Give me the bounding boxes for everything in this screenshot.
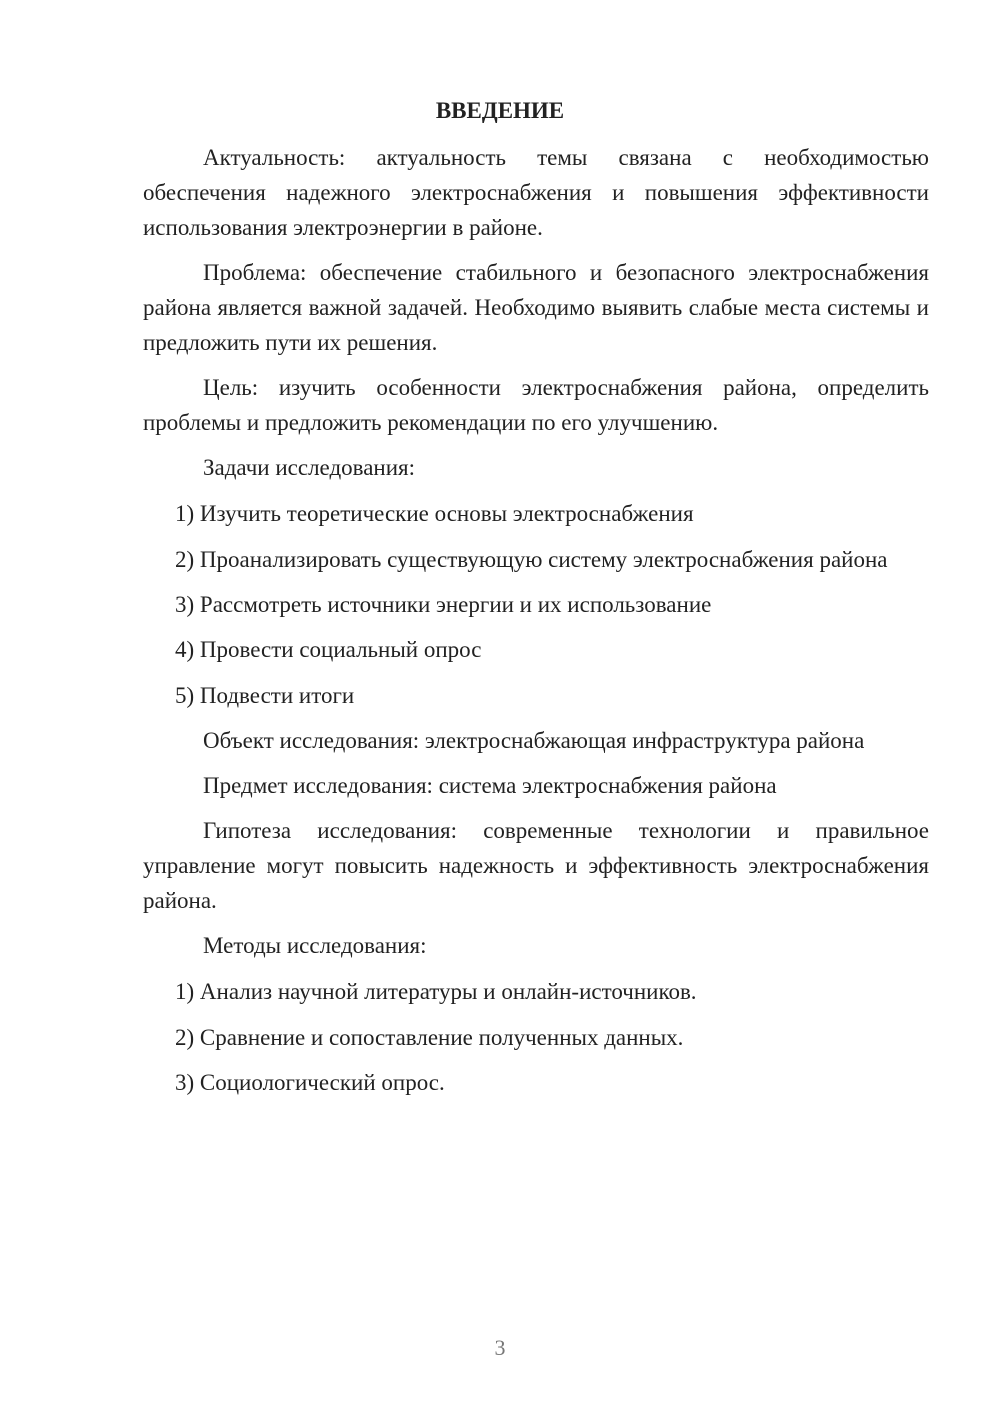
body-text <box>143 140 929 1100</box>
task-item: 5) Подвести итоги <box>175 683 355 708</box>
problem-paragraph: Проблема: обеспечение стабильного и безопасного электроснабжения района является важной задачей. Необходимо выявить слабые места системы и предложить пути их решения. <box>143 260 929 355</box>
subject-paragraph: Предмет исследования: система электроснабжения района <box>203 773 777 798</box>
method-item: 3) Социологический опрос. <box>175 1070 445 1095</box>
task-item: 3) Рассмотреть источники энергии и их использование <box>175 592 712 617</box>
tasks-heading: Задачи исследования: <box>203 455 416 480</box>
methods-heading: Методы исследования: <box>203 933 427 958</box>
task-item: 4) Провести социальный опрос <box>175 637 482 662</box>
relevance-paragraph: Актуальность: актуальность темы связана с необходимостью обеспечения надежного электроснабжения и повышения эффективности использования электроэнергии в районе. <box>143 145 929 240</box>
hypothesis-paragraph: Гипотеза исследования: современные технологии и правильное управление могут повысить надежность и эффективность электроснабжения района. <box>143 818 929 913</box>
object-paragraph: Объект исследования: электроснабжающая инфраструктура района <box>203 728 865 753</box>
task-item: 1) Изучить теоретические основы электроснабжения <box>175 501 694 526</box>
page-number: 3 <box>494 1335 506 1360</box>
section-title: ВВЕДЕНИЕ <box>435 98 565 123</box>
method-item: 2) Сравнение и сопоставление полученных данных. <box>175 1025 684 1050</box>
method-item: 1) Анализ научной литературы и онлайн-источников. <box>175 979 697 1004</box>
task-item: 2) Проанализировать существующую систему электроснабжения района <box>175 547 888 572</box>
goal-paragraph: Цель: изучить особенности электроснабжения района, определить проблемы и предложить рекомендации по его улучшению. <box>143 375 929 435</box>
